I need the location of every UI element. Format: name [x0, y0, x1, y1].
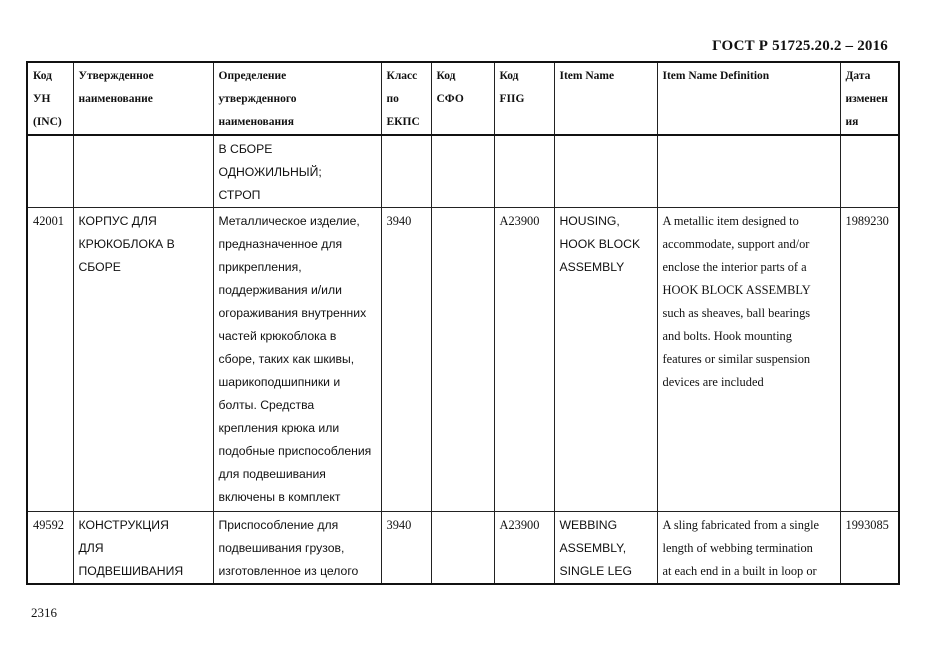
text-line: and bolts. Hook mounting: [662, 329, 792, 343]
text-line: изготовленное из целого: [218, 564, 359, 578]
text-line: подвешивания грузов,: [218, 541, 345, 555]
header-line: Утвержденное: [78, 70, 154, 82]
text-line: СБОРЕ: [78, 260, 121, 274]
header-line: наименования: [218, 116, 294, 128]
header-line: Item Name: [559, 70, 615, 82]
text-line: Приспособление для: [218, 518, 339, 532]
table-row: [27, 208, 899, 512]
header-line: утвержденного: [218, 93, 297, 105]
text-line: подобные приспособления: [218, 444, 372, 458]
text-line: WEBBING: [559, 518, 618, 532]
cell-ekps-class: 3940: [381, 512, 431, 585]
cell-item-definition: [657, 208, 840, 512]
cell-fiig: A23900: [494, 208, 554, 512]
text-line: частей крюкоблока в: [218, 329, 337, 343]
text-line: сборе, таких как шкивы,: [218, 352, 355, 366]
header-line: Определение: [218, 70, 287, 82]
text-line: features or similar suspension: [662, 352, 811, 366]
header-line: (INC): [33, 116, 62, 128]
text-line: шарикоподшипники и: [218, 375, 341, 389]
header-line: УН: [33, 93, 51, 105]
text-line: крепления крюка или: [218, 421, 340, 435]
text-line: В СБОРЕ: [218, 142, 273, 156]
page-number: 2316: [31, 605, 57, 620]
cell-item-name: [554, 208, 657, 512]
text-line: such as sheaves, ball bearings: [662, 306, 811, 320]
text-line: A sling fabricated from a single: [662, 518, 820, 532]
text-line: СТРОП: [218, 188, 261, 202]
text-line: ASSEMBLY: [559, 260, 625, 274]
header-line: Код: [33, 70, 53, 82]
text-line: включены в комплект: [218, 490, 341, 504]
header-line: ЕКПС: [386, 116, 420, 128]
document-standard-title: ГОСТ Р 51725.20.2 – 2016: [712, 38, 888, 54]
cell-name: [73, 135, 213, 208]
header-line: наименование: [78, 93, 153, 105]
header-ekps-class: [381, 62, 431, 135]
cell-date: 1989230: [840, 208, 899, 512]
header-line: Код: [499, 70, 519, 82]
cell-inc: 49592: [27, 512, 73, 585]
header-line: Item Name Definition: [662, 70, 770, 82]
cell-definition: [213, 135, 381, 208]
text-line: поддерживания и/или: [218, 283, 342, 297]
cell-sfo-code: [431, 512, 494, 585]
text-line: прикрепления,: [218, 260, 302, 274]
cell-sfo-code: [431, 135, 494, 208]
header-line: Класс: [386, 70, 418, 82]
cell-item-name: [554, 135, 657, 208]
continuation-row: [27, 135, 899, 208]
text-line: enclose the interior parts of a: [662, 260, 807, 274]
header-item-name-definition: [657, 62, 840, 135]
text-line: КОРПУС ДЛЯ: [78, 214, 157, 228]
header-line: изменен: [845, 93, 888, 105]
header-line: FIIG: [499, 93, 525, 105]
text-line: at each end in a built in loop or: [662, 564, 817, 578]
header-inc: [27, 62, 73, 135]
cell-date: 1993085: [840, 512, 899, 585]
text-line: SINGLE LEG: [559, 564, 632, 578]
table-body: [27, 135, 899, 584]
text-line: accommodate, support and/or: [662, 237, 810, 251]
text-line: Металлическое изделие,: [218, 214, 360, 228]
cell-inc: [27, 135, 73, 208]
text-line: ОДНОЖИЛЬНЫЙ;: [218, 165, 322, 179]
header-sfo-code: [431, 62, 494, 135]
header-change-date: [840, 62, 899, 135]
cell-date: [840, 135, 899, 208]
cell-sfo-code: [431, 208, 494, 512]
cell-item-definition: [657, 512, 840, 585]
text-line: огораживания внутренних: [218, 306, 367, 320]
header-line: Код: [436, 70, 456, 82]
cell-fiig: A23900: [494, 512, 554, 585]
text-line: предназначенное для: [218, 237, 343, 251]
header-line: ия: [845, 116, 859, 128]
text-line: ДЛЯ: [78, 541, 104, 555]
header-item-name: [554, 62, 657, 135]
cell-ekps-class: [381, 135, 431, 208]
text-line: ASSEMBLY,: [559, 541, 627, 555]
text-line: devices are included: [662, 375, 764, 389]
text-line: A metallic item designed to: [662, 214, 799, 228]
cell-inc: 42001: [27, 208, 73, 512]
item-registry-table: [26, 61, 900, 585]
text-line: HOOK BLOCK ASSEMBLY: [662, 283, 811, 297]
text-line: HOOK BLOCK: [559, 237, 641, 251]
text-line: КОНСТРУКЦИЯ: [78, 518, 169, 532]
text-line: HOUSING,: [559, 214, 620, 228]
header-line: по: [386, 93, 399, 105]
table-header-row: [27, 62, 899, 135]
cell-ekps-class: 3940: [381, 208, 431, 512]
header-fiig: [494, 62, 554, 135]
cell-fiig: [494, 135, 554, 208]
text-line: для подвешивания: [218, 467, 326, 481]
cell-name: [73, 208, 213, 512]
header-approved-name: [73, 62, 213, 135]
cell-definition: [213, 512, 381, 585]
text-line: length of webbing termination: [662, 541, 813, 555]
header-line: Дата: [845, 70, 871, 82]
text-line: ПОДВЕШИВАНИЯ: [78, 564, 184, 578]
cell-definition: [213, 208, 381, 512]
cell-item-definition: [657, 135, 840, 208]
text-line: болты. Средства: [218, 398, 315, 412]
cell-name: [73, 512, 213, 585]
header-name-definition: [213, 62, 381, 135]
cell-item-name: [554, 512, 657, 585]
table-row: [27, 512, 899, 585]
text-line: КРЮКОБЛОКА В: [78, 237, 175, 251]
header-line: СФО: [436, 93, 464, 105]
